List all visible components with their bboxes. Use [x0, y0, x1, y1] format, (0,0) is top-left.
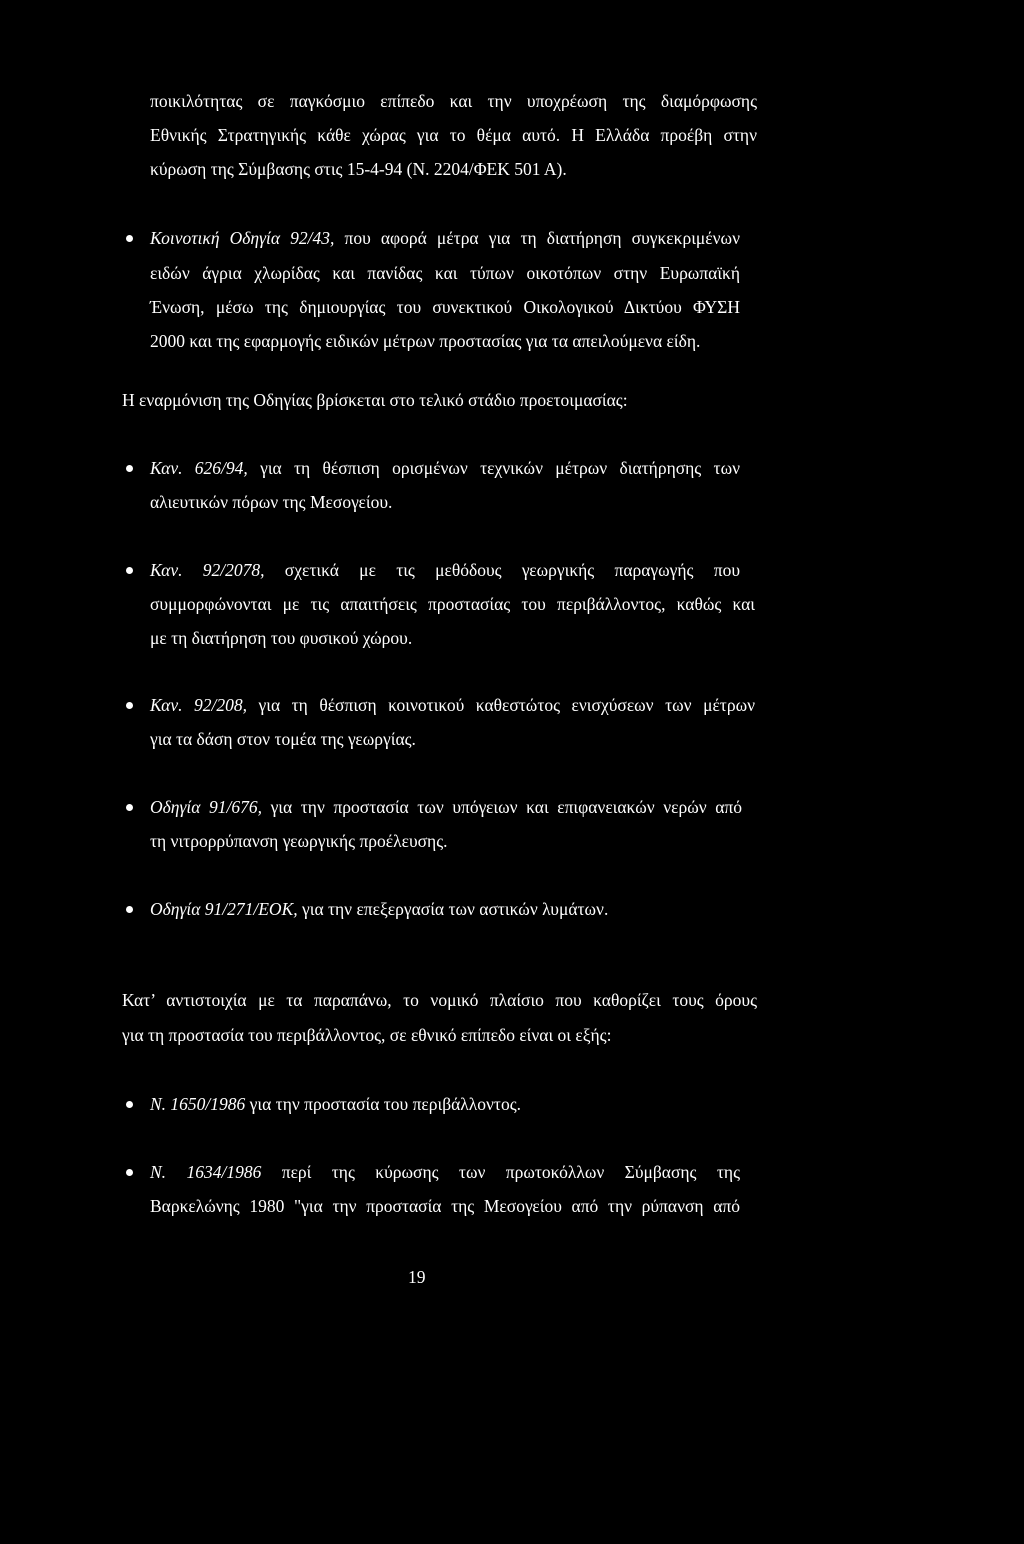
law-1650-ref: Ν. 1650/1986 [150, 1094, 246, 1114]
harmonization-text: Η εναρμόνιση της Οδηγίας βρίσκεται στο τελικό στάδιο προετοιμασίας: [122, 390, 628, 410]
bullet-icon [126, 1101, 133, 1108]
dir-676-ref: Οδηγία 91/676, [150, 797, 262, 817]
reg-208-line-2: για τα δάση στον τομέα της γεωργίας. [150, 729, 416, 749]
reg-2078-line-2: συμμορφώνονται με τις απαιτήσεις προστασίας του περιβάλλοντος, καθώς και [150, 594, 755, 614]
reg-208-line-1: Καν. 92/208, για τη θέσπιση κοινοτικού καθεστώτος ενισχύσεων των μέτρων [150, 695, 756, 715]
law-1634-line-2: Βαρκελώνης 1980 "για την προστασία της Μεσογείου από την ρύπανση από [150, 1196, 740, 1216]
eu-directive-line-4: 2000 και της εφαρμογής ειδικών μέτρων προστασίας για τα απειλούμενα είδη. [150, 331, 701, 351]
dir-676-line-1: Οδηγία 91/676, για την προστασία των υπόγειων και επιφανειακών νερών από [150, 797, 742, 817]
law-1650-line-1: Ν. 1650/1986 για την προστασία του περιβάλλοντος. [150, 1094, 522, 1114]
eu-directive-line-2: ειδών άγρια χλωρίδας και πανίδας και τύπων οικοτόπων στην Ευρωπαϊκή [150, 263, 740, 283]
intro-line-1: ποικιλότητας σε παγκόσμιο επίπεδο και την υποχρέωση της διαμόρφωσης [150, 91, 757, 111]
bullet-icon [126, 235, 133, 242]
bullet-icon [126, 906, 133, 913]
reg-626-ref: Καν. 626/94, [150, 458, 248, 478]
eu-directive-ref: Κοινοτική Οδηγία 92/43, [150, 228, 335, 248]
law-1634-ref: Ν. 1634/1986 [150, 1162, 262, 1182]
bullet-icon [126, 702, 133, 709]
national-line-2: για τη προστασία του περιβάλλοντος, σε εθνικό επίπεδο είναι οι εξής: [122, 1025, 612, 1045]
reg-626-line-2: αλιευτικών πόρων της Μεσογείου. [150, 492, 393, 512]
national-line-1: Κατ’ αντιστοιχία με τα παραπάνω, το νομικό πλαίσιο που καθορίζει τους όρους [122, 990, 757, 1010]
reg-626-line-1: Καν. 626/94, για τη θέσπιση ορισμένων τεχνικών μέτρων διατήρησης των [150, 458, 741, 478]
intro-line-2: Εθνικής Στρατηγικής κάθε χώρας για το θέμα αυτό. Η Ελλάδα προέβη στην [150, 125, 757, 145]
reg-2078-line-3: με τη διατήρηση του φυσικού χώρου. [150, 628, 413, 648]
eu-directive-line-3: Ένωση, μέσω της δημιουργίας του συνεκτικού Οικολογικού Δικτύου ΦΥΣΗ [150, 297, 740, 317]
reg-2078-ref: Καν. 92/2078, [150, 560, 265, 580]
eu-directive-line-1 [150, 227, 740, 249]
bullet-icon [126, 567, 133, 574]
intro-line-3: κύρωση της Σύμβασης στις 15-4-94 (Ν. 2204/ΦΕΚ 501 Α). [150, 159, 567, 179]
law-1634-line-1: Ν. 1634/1986 περί της κύρωσης των πρωτοκόλλων Σύμβασης της [150, 1162, 740, 1182]
dir-676-line-2: τη νιτρορρύπανση γεωργικής προέλευσης. [150, 831, 448, 851]
reg-208-ref: Καν. 92/208, [150, 695, 247, 715]
dir-271-ref: Οδηγία 91/271/ΕΟΚ, [150, 899, 298, 919]
eu-directive-text: που αφορά μέτρα για τη διατήρηση συγκεκριμένων [334, 228, 740, 248]
bullet-icon [126, 465, 133, 472]
page-number: 19 [408, 1267, 426, 1287]
dir-271-line-1: Οδηγία 91/271/ΕΟΚ, για την επεξεργασία των αστικών λυμάτων. [150, 899, 609, 919]
reg-2078-line-1: Καν. 92/2078, σχετικά με τις μεθόδους γεωργικής παραγωγής που [150, 560, 741, 580]
bullet-icon [126, 1169, 133, 1176]
bullet-icon [126, 804, 133, 811]
